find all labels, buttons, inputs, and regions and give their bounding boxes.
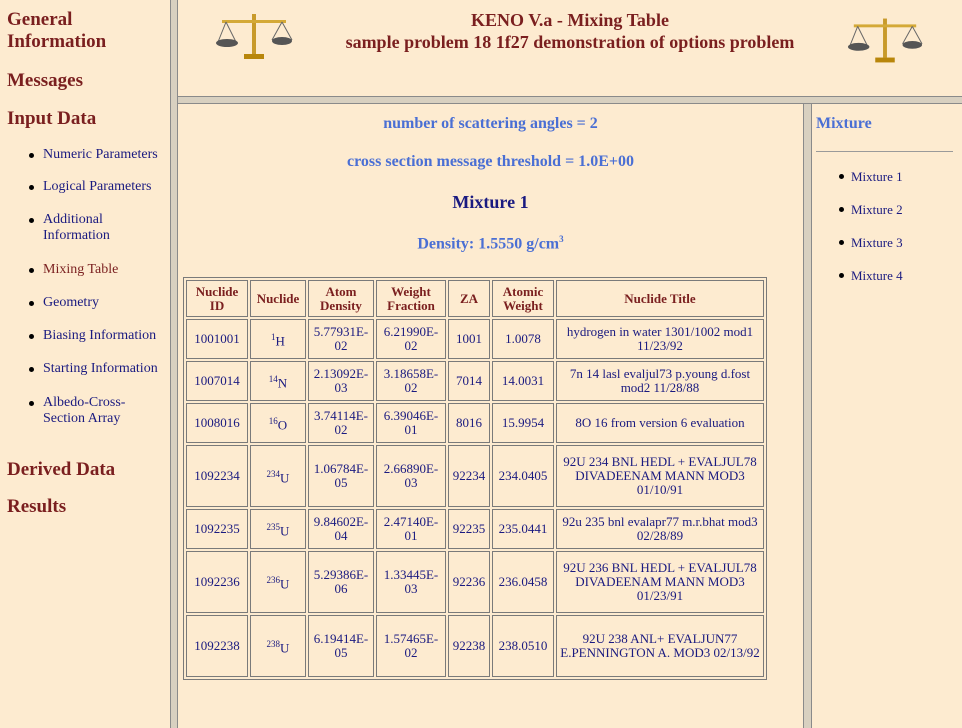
density-text	[178, 234, 803, 253]
cell-nuclide-title: 92U 234 BNL HEDL + EVALJUL78 DIVADEENAM MANN MOD3 01/10/91	[556, 445, 764, 507]
col-header-weight-fraction: Weight Fraction	[376, 280, 446, 317]
mixture-link-label: Mixture 4	[851, 268, 903, 283]
table-row	[186, 403, 764, 443]
cell-weight-fraction: 1.33445E-03	[376, 551, 446, 613]
nav-item-label: Numeric Parameters	[43, 147, 158, 162]
cell-atom-density: 6.19414E-05	[308, 615, 374, 677]
nav-general-information[interactable]: General Information	[7, 9, 107, 52]
nav-item-label: Additional Information	[43, 212, 110, 243]
mixture-list-title: Mixture	[816, 115, 872, 132]
density-label: Density: 1.5550 g/cm	[417, 235, 560, 253]
balance-scale-icon	[846, 14, 924, 66]
nav-item-logical-parameters[interactable]	[43, 179, 165, 195]
cell-nuclide-title: hydrogen in water 1301/1002 mod1 11/23/92	[556, 319, 764, 359]
nav-messages[interactable]: Messages	[7, 70, 83, 91]
main-frame	[178, 104, 803, 728]
nav-frame	[0, 0, 170, 728]
nav-item-biasing-information[interactable]	[43, 328, 169, 344]
cell-weight-fraction: 6.21990E-02	[376, 319, 446, 359]
cell-atomic-weight: 234.0405	[492, 445, 554, 507]
nav-item-label: Albedo-Cross-Section Array	[43, 395, 126, 426]
cell-atom-density: 9.84602E-04	[308, 509, 374, 549]
cell-nuclide-mass: 236	[266, 574, 281, 585]
cell-atomic-weight: 238.0510	[492, 615, 554, 677]
col-header-nuclide: Nuclide	[250, 280, 306, 317]
page-subtitle: sample problem 18 1f27 demonstration of options problem	[345, 32, 795, 52]
cell-nuclide-title: 92U 238 ANL+ EVALJUN77 E.PENNINGTON A. MOD3 02/13/92	[556, 615, 764, 677]
cell-weight-fraction: 3.18658E-02	[376, 361, 446, 401]
cell-nuclide-title: 92U 236 BNL HEDL + EVALJUL78 DIVADEENAM MANN MOD3 01/23/91	[556, 551, 764, 613]
nav-item-additional-information[interactable]	[43, 212, 165, 244]
cell-atom-density: 2.13092E-03	[308, 361, 374, 401]
col-header-za: ZA	[448, 280, 490, 317]
bullet-icon	[29, 401, 34, 406]
bullet-icon	[29, 185, 34, 190]
cell-nuclide-mass: 234	[266, 468, 281, 479]
bullet-icon	[29, 301, 34, 306]
cell-nuclide	[250, 403, 306, 443]
col-header-nuclide-title: Nuclide Title	[556, 280, 764, 317]
table-row	[186, 509, 764, 549]
cell-nuclide-id: 1001001	[186, 319, 248, 359]
cell-za: 92236	[448, 551, 490, 613]
bullet-icon	[29, 153, 34, 158]
cell-atomic-weight: 235.0441	[492, 509, 554, 549]
table-row	[186, 551, 764, 613]
density-unit-sup: 3	[559, 234, 564, 244]
nav-results[interactable]: Results	[7, 496, 67, 517]
cell-nuclide-symbol: N	[277, 375, 288, 391]
nav-item-label: Mixing Table	[43, 262, 119, 277]
bullet-icon	[839, 207, 844, 212]
cell-atom-density: 5.77931E-02	[308, 319, 374, 359]
nav-item-label: Logical Parameters	[43, 179, 152, 194]
nav-item-albedo-cross-section-array[interactable]	[43, 395, 143, 427]
cell-nuclide	[250, 615, 306, 677]
cell-nuclide	[250, 319, 306, 359]
cell-atomic-weight: 14.0031	[492, 361, 554, 401]
cell-weight-fraction: 1.57465E-02	[376, 615, 446, 677]
bullet-icon	[29, 367, 34, 372]
mixture-title: Mixture 1	[452, 192, 529, 212]
cell-nuclide-id: 1092235	[186, 509, 248, 549]
nav-item-starting-information[interactable]	[43, 361, 169, 377]
cell-za: 92235	[448, 509, 490, 549]
bullet-icon	[839, 240, 844, 245]
nav-input-data[interactable]: Input Data	[7, 108, 97, 129]
nav-item-label: Starting Information	[43, 361, 158, 376]
bullet-icon	[29, 334, 34, 339]
nav-item-label: Biasing Information	[43, 328, 157, 343]
cell-atom-density: 1.06784E-05	[308, 445, 374, 507]
table-row	[186, 445, 764, 507]
frame-divider-right[interactable]	[803, 104, 812, 728]
cell-nuclide-title: 7n 14 lasl evaljul73 p.young d.fost mod2 11/28/88	[556, 361, 764, 401]
col-header-nuclide-id: Nuclide ID	[186, 280, 248, 317]
cell-nuclide-mass: 238	[266, 638, 281, 649]
xs-threshold-text: cross section message threshold = 1.0E+00	[347, 153, 634, 170]
mixture-link-1[interactable]	[851, 169, 903, 185]
cell-nuclide-id: 1008016	[186, 403, 248, 443]
cell-weight-fraction: 2.47140E-01	[376, 509, 446, 549]
nav-item-label: Geometry	[43, 295, 99, 310]
bullet-icon	[29, 268, 34, 273]
nav-item-numeric-parameters[interactable]	[43, 147, 165, 163]
table-row	[186, 361, 764, 401]
divider	[816, 151, 953, 152]
table-row	[186, 615, 764, 677]
header-frame	[178, 0, 962, 96]
bullet-icon	[839, 174, 844, 179]
cell-nuclide-symbol: U	[280, 470, 290, 486]
page-title: KENO V.a - Mixing Table	[471, 10, 669, 30]
nav-item-geometry[interactable]	[43, 295, 165, 311]
cell-nuclide-mass: 14	[268, 373, 278, 384]
cell-nuclide-id: 1092238	[186, 615, 248, 677]
nav-item-mixing-table[interactable]	[43, 262, 165, 278]
cell-nuclide-id: 1092236	[186, 551, 248, 613]
mixture-link-4[interactable]	[851, 268, 903, 284]
mixture-link-label: Mixture 3	[851, 235, 903, 250]
cell-nuclide-symbol: H	[275, 333, 285, 349]
scattering-angles-text: number of scattering angles = 2	[383, 115, 598, 132]
cell-weight-fraction: 2.66890E-03	[376, 445, 446, 507]
cell-nuclide	[250, 509, 306, 549]
frame-divider-left[interactable]	[170, 0, 178, 728]
cell-nuclide-symbol: U	[280, 640, 290, 656]
mixture-list-frame	[812, 104, 962, 728]
cell-nuclide-id: 1092234	[186, 445, 248, 507]
cell-nuclide-mass: 16	[268, 415, 278, 426]
mixing-table	[183, 277, 767, 680]
bullet-icon	[29, 218, 34, 223]
col-header-atomic-weight: Atomic Weight	[492, 280, 554, 317]
cell-za: 7014	[448, 361, 490, 401]
cell-nuclide-title: 92u 235 bnl evalapr77 m.r.bhat mod3 02/28/89	[556, 509, 764, 549]
table-row	[186, 319, 764, 359]
cell-za: 92238	[448, 615, 490, 677]
cell-nuclide-id: 1007014	[186, 361, 248, 401]
cell-atom-density: 3.74114E-02	[308, 403, 374, 443]
cell-nuclide-mass: 1	[271, 331, 276, 342]
mixture-link-3[interactable]	[851, 235, 903, 251]
mixture-link-label: Mixture 1	[851, 169, 903, 184]
table-header-row	[186, 280, 764, 317]
cell-atomic-weight: 236.0458	[492, 551, 554, 613]
cell-nuclide-symbol: U	[280, 523, 290, 539]
cell-nuclide-symbol: O	[277, 417, 288, 433]
cell-za: 8016	[448, 403, 490, 443]
cell-za: 1001	[448, 319, 490, 359]
bullet-icon	[839, 273, 844, 278]
cell-nuclide-title: 8O 16 from version 6 evaluation	[556, 403, 764, 443]
cell-weight-fraction: 6.39046E-01	[376, 403, 446, 443]
cell-nuclide	[250, 551, 306, 613]
mixture-link-2[interactable]	[851, 202, 903, 218]
cell-nuclide	[250, 445, 306, 507]
cell-atomic-weight: 15.9954	[492, 403, 554, 443]
cell-atom-density: 5.29386E-06	[308, 551, 374, 613]
cell-atomic-weight: 1.0078	[492, 319, 554, 359]
cell-nuclide-mass: 235	[266, 521, 281, 532]
col-header-atom-density: Atom Density	[308, 280, 374, 317]
cell-za: 92234	[448, 445, 490, 507]
cell-nuclide	[250, 361, 306, 401]
nav-derived-data[interactable]: Derived Data	[7, 459, 116, 480]
frame-divider-top[interactable]	[178, 96, 962, 104]
mixture-link-label: Mixture 2	[851, 202, 903, 217]
cell-nuclide-symbol: U	[280, 576, 290, 592]
